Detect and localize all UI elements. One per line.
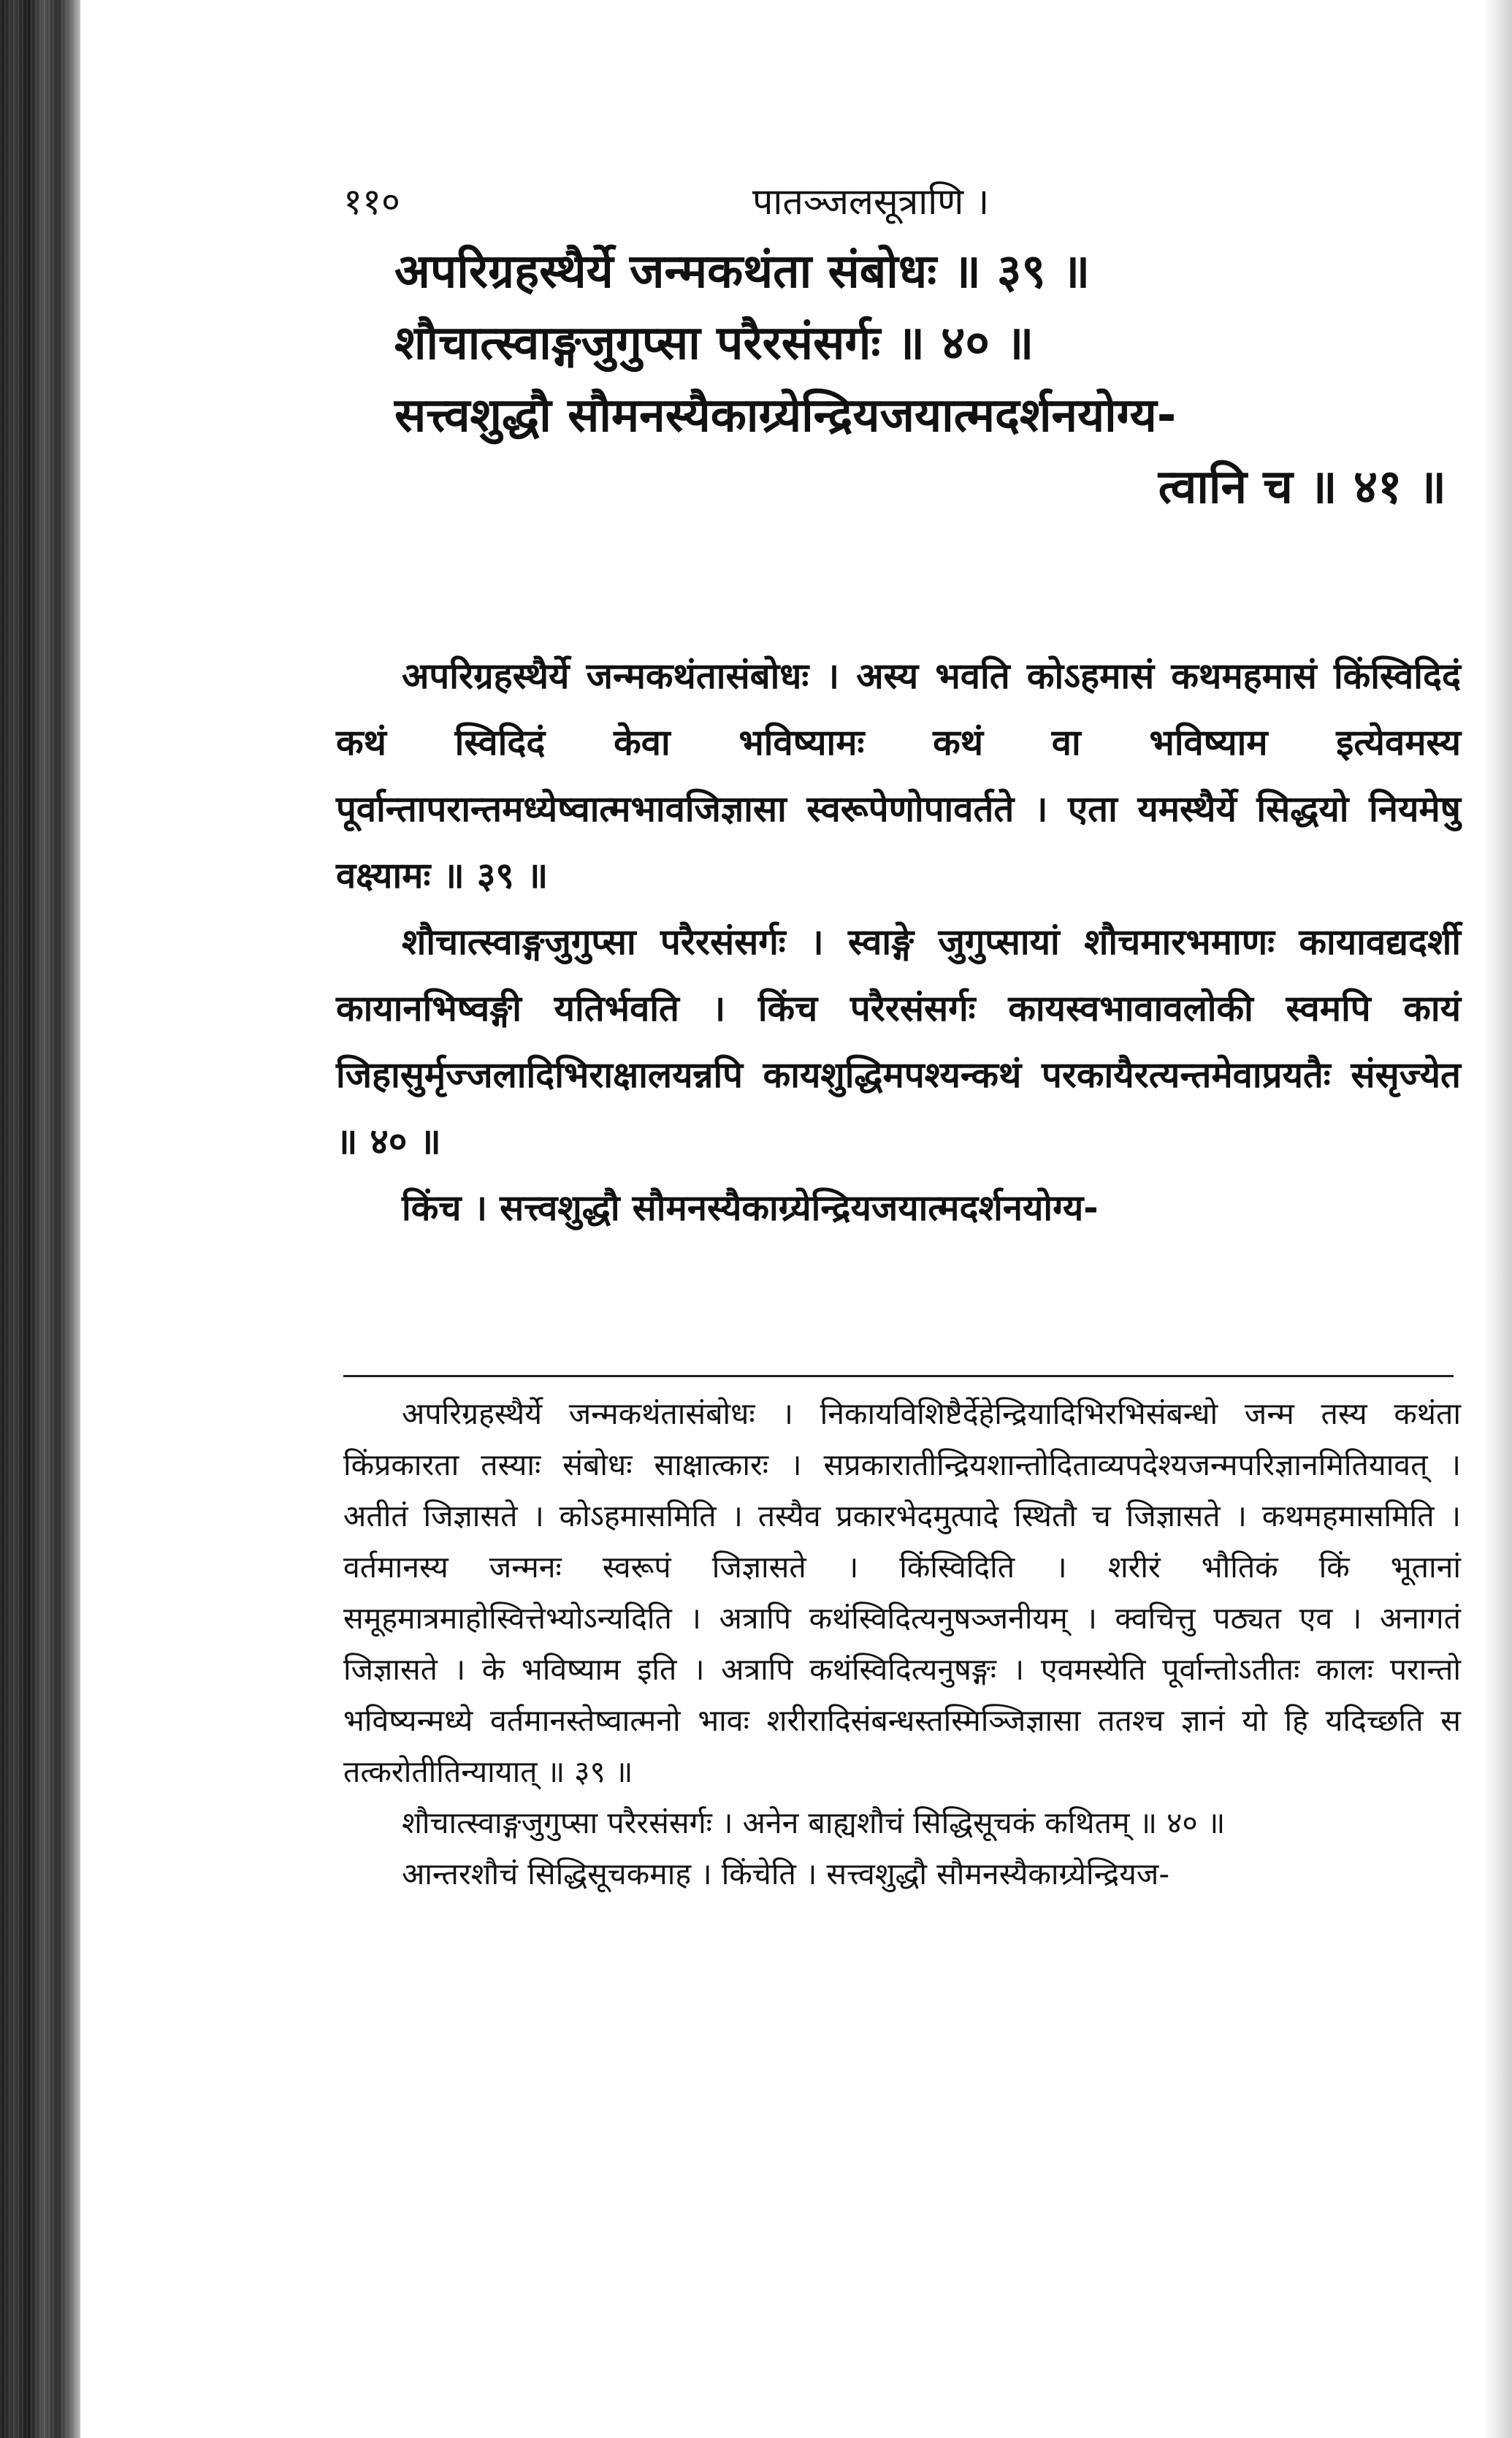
footnote-paragraph-41: आन्तरशौचं सिद्धिसूचकमाह । किंचेति । सत्त्वशुद्धौ सौमनस्यैकाग्र्येन्द्रियज- [402,1856,1170,1892]
commentary-paragraph-39: अपरिग्रहस्थैर्ये जन्मकथंतासंबोधः । अस्य भवति कोऽहमासं कथमहमासं किंस्विदिदं कथं स्विदिदं केवा भविष्यामः कथं वा भविष्याम इत्येवमस्य पूर्वान्तापरान्तमध्येष्वात्मभावजिज्ञासा स्वरूपेणोपावर्तते । एता यमस्थैर्ये सिद्धयो नियमेषु वक्ष्यामः ॥ ३९ ॥ [336,655,1461,896]
sutra-block [394,241,1454,529]
commentary-paragraph-40: शौचात्स्वाङ्गजुगुप्सा परैरसंसर्गः । स्वाङ्गे जुगुप्सायां शौचमारभमाणः कायावद्यदर्शी कायानभिष्वङ्गी यतिर्भवति । किंच परैरसंसर्गः कायस्वभावावलोकी स्वमपि कायं जिहासुर्मृज्जलादिभिराक्षालयन्नपि कायशुद्धिमपश्यन्कथं परकायैरत्यन्तमेवाप्रयतैः संसृज्येत ॥ ४० ॥ [336,921,1461,1162]
footnote-paragraph-40: शौचात्स्वाङ्गजुगुप्सा परैरसंसर्गः । अनेन बाह्यशौचं सिद्धिसूचकं कथितम् ॥ ४० ॥ [402,1805,1226,1840]
commentary-paragraph-41: किंच । सत्त्वशुद्धौ सौमनस्यैकाग्र्येन्द्रियजयात्मदर्शनयोग्य- [402,1187,1099,1229]
page-right-edge [1483,0,1512,2438]
page-number: ११० [343,180,400,223]
sutra-40: शौचात्स्वाङ्गजुगुप्सा परैरसंसर्गः ॥ ४० ॥ [394,316,1034,371]
sutra-41-line-1: सत्त्वशुद्धौ सौमनस्यैकाग्र्येन्द्रियजयात्मदर्शनयोग्य- [394,388,1177,443]
page-header [343,175,1424,241]
commentary-text [336,643,1461,1241]
footnote-separator [343,1375,1454,1377]
footnote-paragraph-39: अपरिग्रहस्थैर्ये जन्मकथंतासंबोधः । निकायविशिष्टैर्देहेन्द्रियादिभिरभिसंबन्धो जन्म तस्य कथंता किंप्रकारता तस्याः संबोधः साक्षात्कारः । सप्रकारातीन्द्रियशान्तोदिताव्यपदेश्यजन्मपरिज्ञानमितियावत् । अतीतं जिज्ञासते । कोऽहमासमिति । तस्यैव प्रकारभेदमुत्पादे स्थितौ च जिज्ञासते । कथमहमासमिति । वर्तमानस्य जन्मनः स्वरूपं जिज्ञासते । किंस्विदिति । शरीरं भौतिकं किं भूतानां समूहमात्रमाहोस्वित्तेभ्योऽन्यदिति । अत्रापि कथंस्विदित्यनुषञ्जनीयम् । क्वचित्तु पठ्यत एव । अनागतं जिज्ञासते । के भविष्याम इति । अत्रापि कथंस्विदित्यनुषङ्गः । एवमस्येति पूर्वान्तोऽतीतः कालः परान्तो भविष्यन्मध्ये वर्तमानस्तेष्वात्मनो भावः शरीरादिसंबन्धस्तस्मिञ्जिज्ञासा ततश्च ज्ञानं यो हि यदिच्छति स तत्करोतीतिन्यायात् ॥ ३९ ॥ [343,1396,1462,1789]
running-title: पातञ्जलसूत्राणि । [752,180,990,223]
page-stack-lines [0,0,80,2438]
sutra-39: अपरिग्रहस्थैर्ये जन्मकथंता संबोधः ॥ ३९ ॥ [394,245,1091,299]
footnote-block [343,1388,1461,1900]
sutra-41-line-2: त्वानि च ॥ ४१ ॥ [1158,460,1446,515]
